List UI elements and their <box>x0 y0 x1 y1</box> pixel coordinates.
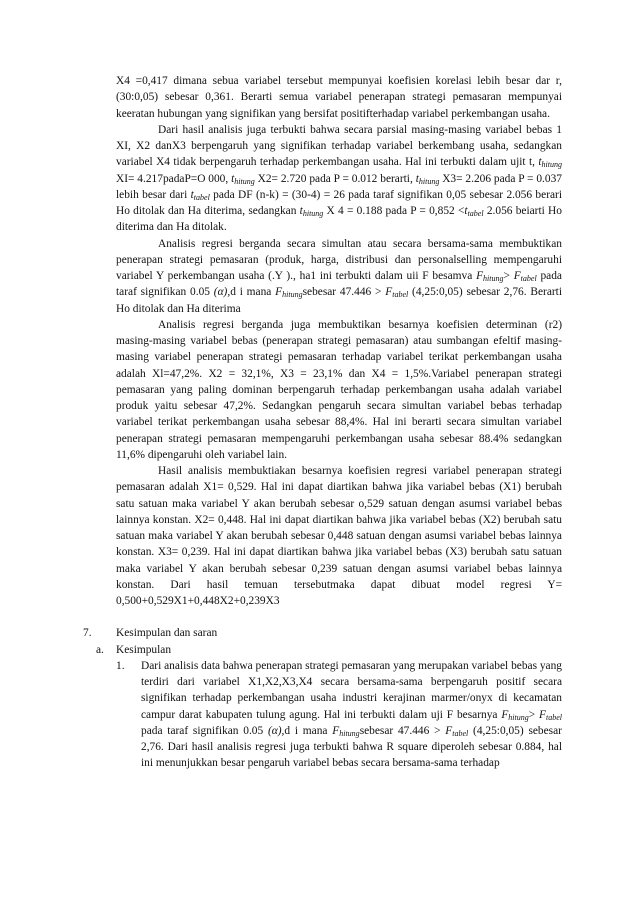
math-f-hitung: $F_{hitung}$ <box>476 270 504 283</box>
subsection-number: a. <box>96 643 104 656</box>
math-t-tabel: $t_{tabel}$ <box>190 188 210 202</box>
alpha-symbol: (α), <box>267 724 285 737</box>
paragraph-simultaneous-test <box>116 236 562 317</box>
text-run: pada DF (n-k) = (30-4) = 26 pada taraf signifikan 0,05 sebesar 2.056 berari Ho ditolak dan Ha diterima, sedangkan <box>116 188 562 217</box>
section-heading-conclusion <box>83 625 562 641</box>
math-f-hitung: $F_{hitung}$ <box>275 286 303 300</box>
math-f-hitung: $F_{hitung}$ <box>501 708 529 722</box>
math-t-hitung: $t_{hitung}$ <box>231 172 255 186</box>
paragraph-correlation: X4 =0,417 dimana sebua variabel tersebut mempunyai koefisien korelasi lebih besar dar r, (30:0,05) sebesar 0,361. Berarti semua variabel penerapan strategi pemasaran mempunyai keeratan hubungan yang signifikan yang bersifat positifterhadap variabel perkembangan usaha. <box>116 75 562 120</box>
math-t-hitung: $t_{hitung}$ <box>299 205 324 218</box>
section-title: Kesimpulan dan saran <box>116 627 218 640</box>
math-t-hitung: $t_{hitung}$ <box>538 156 562 170</box>
math-t-tabel: $t_{tabel}$ <box>464 205 484 218</box>
text-run: Dari analisis data bahwa penerapan strategi pemasaran yang merupakan variabel bebas yang terdiri dari variabel X1,X2,X3,X4 secara bersama-sama berpengaruh positif secara signifikan terhadap perkembangan usaha industri kerajinan marmer/onyx di kecamatan campur darat kabupaten tulung agung. Hal ini terbukti dalam uji F besarnya <box>141 659 562 721</box>
list-item-text <box>141 658 562 772</box>
subsection-title: Kesimpulan <box>116 643 172 656</box>
text-run: X3= 2.206 pada P = 0.037 lebih besar dari <box>116 172 562 201</box>
text-run: sebesar 47.446 > <box>302 286 382 299</box>
text-run: 2.056 beiarti Ho diterima dan Ha ditolak. <box>116 205 562 234</box>
list-number: 1. <box>116 659 125 672</box>
text-run: Analisis regresi berganda secara simultan atau secara bersama-sama membuktikan penerapan strategi pemasaran (produk, harga, distribusi dan personalselling mempengaruhi variabel Y perkembangan usaha (.Y )., ha1 ini terbukti dalam uii F besamva <box>116 237 562 282</box>
math-f-tabel: $F_{tabel}$ <box>513 270 537 283</box>
text-run: sebesar 47.446 > <box>359 724 441 737</box>
subsection-heading <box>96 642 562 658</box>
text-run: (4,25:0,05) sebesar 2,76. Dari hasil analisis regresi juga terbukti bahwa R square diperoleh sebesar 0.884, hal ini menunjukkan besar pengaruh variabel bebas secara bersama-sama terhadap <box>141 724 562 770</box>
paragraph-partial-test <box>116 122 562 236</box>
text-run: pada taraf signifikan 0.05 <box>116 270 562 299</box>
section-number: 7. <box>83 627 92 640</box>
text-run: d i mana <box>284 724 328 737</box>
text-run: X 4 = 0.188 pada P = 0,852 < <box>326 205 465 217</box>
text-run: pada taraf signifikan 0.05 <box>141 724 264 737</box>
alpha-symbol: (α), <box>213 286 231 299</box>
paragraph-regression-coefficients: Hasil analisis membuktiakan besarnya koefisien regresi variabel penerapan strategi pemasaran adalah X1= 0,529. Hal ini dapat diartikan bahwa jika variabel bebas (X1) berubah satu satuan maka variabel Y akan berubah sebesar o,529 satuan dengan asumsi variabel bebas lainnya konstan. X2= 0,448. Hal ini dapat diartikan bahwa jika variabel bebas (X2) berubah satu satuan maka variabel Y akan berubah sebesar 0,448 satuan dengan asumsi variabel bebas lainnya konstan. X3= 0,239. Hal ini dapat diartikan bahwa jika variabel bebas (X3) berubah satu satuan maka variabel Y akan berubah sebesar 0,239 satuan dengan asumsi variabel bebas lainnya konstan. Dari hasil temuan tersebutmaka dapat dibuat model regresi Y= 0,500+0,529X1+0,448X2+0,239X3 <box>116 465 562 607</box>
math-f-tabel: $F_{tabel}$ <box>539 708 562 722</box>
text-run: (4,25:0,05) sebesar 2,76. Berarti Ho ditolak dan Ha diterima <box>116 286 562 315</box>
text-run: d i mana <box>230 286 272 299</box>
text-run: X2= 2.720 pada P = 0.012 berarti, <box>257 172 413 185</box>
math-t-hitung: $t_{hitung}$ <box>415 172 440 186</box>
text-run: > <box>503 270 510 282</box>
conclusion-item-1 <box>116 658 562 772</box>
math-f-hitung: $F_{hitung}$ <box>332 724 360 738</box>
text-run: > <box>528 708 536 721</box>
text-run: XI= 4.217padaP=O 000, <box>116 172 229 185</box>
text-run: Dari hasil analisis juga terbukti bahwa secara parsial masing-masing variabel bebas 1 XI, X2 danX3 berpengaruh yang signifikan terhadap variabel berkembang usaha, sedangkan variabel X4 tidak berpengaruh terhadap perkembangan usaha. Hal ini terbukti dalam ujit t, <box>116 123 562 169</box>
math-f-tabel: $F_{tabel}$ <box>445 724 469 738</box>
math-f-tabel: $F_{tabel}$ <box>385 286 409 300</box>
paragraph-determination: Analisis regresi berganda juga membuktikan besarnya koefisien determinan (r2) masing-masing variabel bebas (penerapan strategi pemasaran) atau sumbangan efeltif masing-masing variabel penerapan strategi pemasaran terhadap variabel terikat perkembangan usaha adalah Xl=47,2%. X2 = 32,1%, X3 = 23,1% dan X4 = 1,5%.Variabel penerapan strategi pemasaran yang paling dominan berpengaruh terhadap perkembangan usaha adalah variabel produk yaitu sebesar 47,2%. Sedangkan pengaruh secara simultan variabel bebas terhadap variabel terikat perkembangan usaha sebesar 88,4%. Hal ini berarti secara simultan variabel penerapan strategi pemasaran mempengaruhi perkembangan usaha sebesar 88.4% sedangkan 11,6% dipengaruhi oleh variabel lain. <box>116 318 562 461</box>
